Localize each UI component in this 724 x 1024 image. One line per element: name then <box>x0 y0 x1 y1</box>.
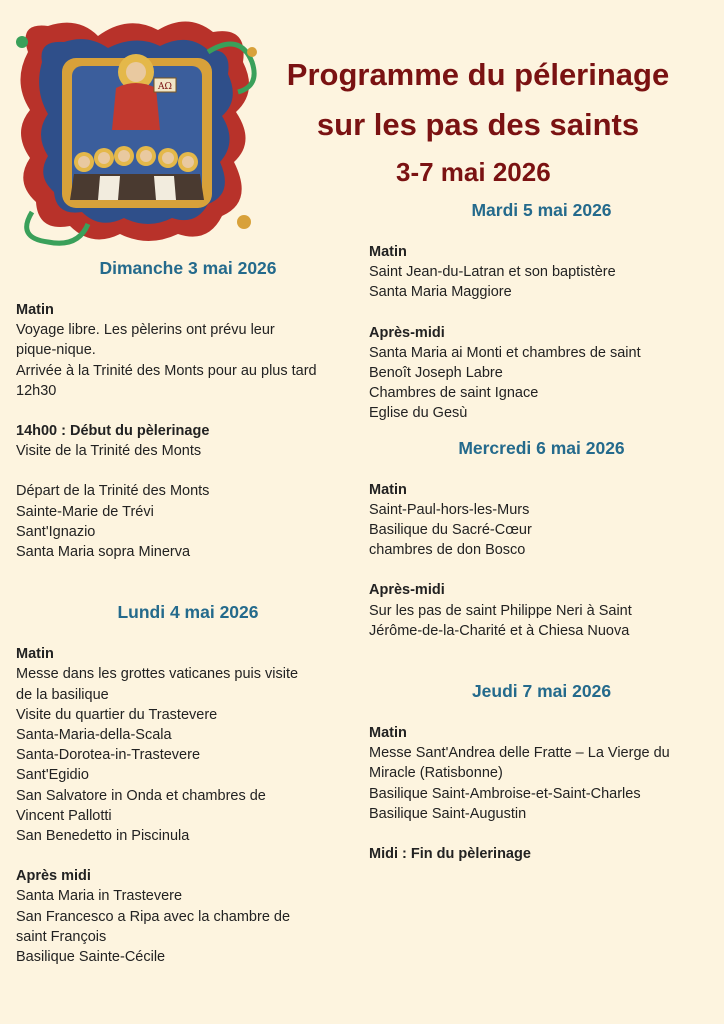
left-column <box>16 256 360 967</box>
day-heading: Jeudi 7 mai 2026 <box>471 681 612 702</box>
list-item: Eglise du Gesù <box>369 405 468 422</box>
list-item: Basilique Sainte-Cécile <box>16 949 166 966</box>
list-item: Basilique du Sacré-Cœur <box>369 522 532 539</box>
list-item: Basilique Saint-Ambroise-et-Saint-Charles <box>369 785 641 802</box>
list-item: Sant'Ignazio <box>16 523 96 540</box>
day-heading: Dimanche 3 mai 2026 <box>99 258 277 278</box>
section-heading: Matin <box>369 725 407 742</box>
list-item: Vincent Pallotti <box>16 807 112 824</box>
list-item: San Francesco a Ripa avec la chambre de <box>16 908 291 925</box>
illuminated-letter-illustration <box>8 12 260 248</box>
list-item: Sur les pas de saint Philippe Neri à Saint <box>369 602 632 619</box>
list-item: de la basilique <box>16 686 109 703</box>
list-item: pique-nique. <box>16 342 96 359</box>
section-heading: Matin <box>369 244 407 260</box>
list-item: Messe Sant'Andrea delle Fratte – La Vierge du <box>369 745 670 762</box>
list-item: Visite de la Trinité des Monts <box>16 443 202 460</box>
list-item: Arrivée à la Trinité des Monts pour au plus tard <box>16 362 317 379</box>
list-item: chambres de don Bosco <box>369 542 526 559</box>
section-heading: Après midi <box>16 868 91 885</box>
list-item: Voyage libre. Les pèlerins ont prévu leur <box>16 322 275 339</box>
list-item: Santa Maria sopra Minerva <box>16 544 191 561</box>
list-item: 12h30 <box>16 382 57 399</box>
title-line-1: Programme du pélerinage <box>286 57 670 92</box>
list-item: Santa Maria Maggiore <box>369 284 512 301</box>
list-item: Santa-Dorotea-in-Trastevere <box>16 747 201 764</box>
svg-text:AΩ: AΩ <box>158 82 172 92</box>
section-heading: Matin <box>16 646 54 663</box>
list-item: Miracle (Ratisbonne) <box>369 765 503 782</box>
section-heading: Midi : Fin du pèlerinage <box>369 846 531 863</box>
list-item: San Benedetto in Piscinula <box>16 828 190 845</box>
list-item: Jérôme-de-la-Charité et à Chiesa Nuova <box>369 622 630 639</box>
list-item: Messe dans les grottes vaticanes puis visite <box>16 666 299 683</box>
list-item: Visite du quartier du Trastevere <box>16 706 218 723</box>
page-title <box>236 50 720 192</box>
title-dates: 3-7 mai 2026 <box>396 157 551 187</box>
list-item: Benoît Joseph Labre <box>369 365 503 382</box>
list-item: Santa Maria in Trastevere <box>16 888 183 905</box>
list-item: saint François <box>16 928 107 945</box>
day-heading: Mercredi 6 mai 2026 <box>458 437 625 458</box>
title-line-2: sur les pas des saints <box>316 107 640 142</box>
section-heading: Après-midi <box>369 582 445 599</box>
list-item: Sainte-Marie de Trévi <box>16 503 154 520</box>
list-item: Santa-Maria-della-Scala <box>16 727 172 744</box>
list-item: Sant'Egidio <box>16 767 89 784</box>
list-item: Santa Maria ai Monti et chambres de saint <box>369 344 641 361</box>
section-heading: 14h00 : Début du pèlerinage <box>16 423 210 440</box>
section-heading: Matin <box>369 481 407 498</box>
list-item: Saint-Paul-hors-les-Murs <box>369 501 530 518</box>
day-heading: Lundi 4 mai 2026 <box>117 602 259 623</box>
section-heading: Après-midi <box>369 324 445 341</box>
list-item: Saint Jean-du-Latran et son baptistère <box>369 264 616 281</box>
list-item: Départ de la Trinité des Monts <box>16 483 210 500</box>
list-item: Chambres de saint Ignace <box>369 385 539 402</box>
list-item: San Salvatore in Onda et chambres de <box>16 787 266 804</box>
right-column <box>369 198 714 864</box>
list-item: Basilique Saint-Augustin <box>369 805 527 822</box>
section-heading: Matin <box>16 302 54 318</box>
day-heading: Mardi 5 mai 2026 <box>471 200 612 220</box>
